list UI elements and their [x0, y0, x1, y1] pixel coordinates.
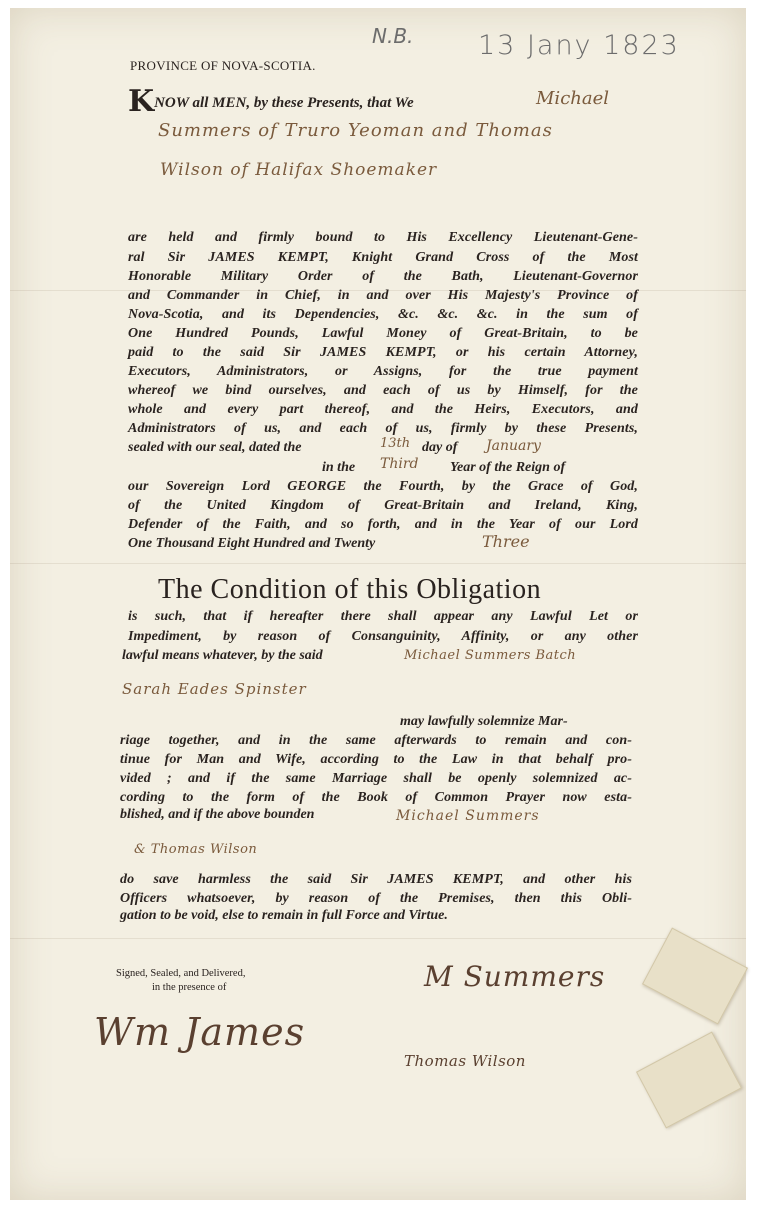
reign-line: our Sovereign Lord GEORGE the Fourth, by the Grace of God, [128, 479, 638, 494]
second-signature: Thomas Wilson [404, 1052, 526, 1070]
handwritten-bounden-1: Michael Summers [396, 808, 540, 824]
reign-suffix: Year of the Reign of [450, 460, 566, 475]
bond-line: are held and firmly bound to His Excellency Lieutenant-Gene- [128, 230, 638, 245]
bond-line: paid to the said Sir JAMES KEMPT, or his certain Attorney, [128, 345, 638, 360]
reign-line: Defender of the Faith, and so forth, and in the Year of our Lord [128, 517, 638, 532]
save-line: gation to be void, else to remain in full Force and Virtue. [120, 908, 448, 923]
condition-line: Impediment, by reason of Consanguinity, Affinity, or any other [128, 629, 638, 644]
witness-signature: Wm James [94, 1010, 306, 1054]
handwritten-reign-year: Third [380, 456, 419, 472]
bond-line: One Hundred Pounds, Lawful Money of Great-Britain, to be [128, 326, 638, 341]
lawful-prefix: lawful means whatever, by the said [122, 648, 323, 663]
handwritten-month: January [486, 438, 541, 454]
handwritten-name-3: Wilson of Halifax Shoemaker [160, 160, 438, 180]
handwritten-party-a: Michael Summers Batch [404, 648, 577, 663]
fold-line [10, 938, 746, 939]
bond-line: whereof we bind ourselves, and each of us by Himself, for the [128, 383, 638, 398]
bond-line: Honorable Military Order of the Bath, Lieutenant-Governor [128, 269, 638, 284]
sealed-prefix: sealed with our seal, dated the [128, 440, 302, 455]
save-line: do save harmless the said Sir JAMES KEMPT, and other his [120, 872, 632, 887]
bounden-prefix: blished, and if the above bounden [120, 807, 315, 822]
handwritten-bounden-2: & Thomas Wilson [134, 842, 258, 857]
date-annotation: 13 Jany 1823 [478, 30, 680, 61]
drop-cap: K [128, 84, 155, 119]
marriage-line: tinue for Man and Wife, according to the Law in that behalf pro- [120, 752, 632, 767]
bond-line: Nova-Scotia, and its Dependencies, &c. &c. &c. in the sum of [128, 307, 638, 322]
nb-annotation: N.B. [372, 24, 414, 48]
handwritten-year: Three [482, 532, 530, 551]
in-the-text: in the [322, 460, 356, 475]
handwritten-name-1: Michael [536, 88, 610, 109]
handwritten-name-2: Summers of Truro Yeoman and Thomas [158, 120, 553, 141]
signed-sealed-label: Signed, Sealed, and Delivered, [116, 968, 246, 979]
marriage-line: riage together, and in the same afterwards to remain and con- [120, 733, 632, 748]
condition-title: The Condition of this Obligation [158, 574, 542, 605]
bond-line: and Commander in Chief, in and over His Majesty's Province of [128, 288, 638, 303]
bond-line: ral Sir JAMES KEMPT, Knight Grand Cross of the Most [128, 250, 638, 265]
bond-line: whole and every part thereof, and the Heirs, Executors, and [128, 402, 638, 417]
first-signature: M Summers [424, 960, 606, 993]
condition-line: is such, that if hereafter there shall appear any Lawful Let or [128, 609, 638, 624]
presence-label: in the presence of [152, 982, 227, 993]
province-heading: PROVINCE OF NOVA-SCOTIA. [130, 58, 316, 73]
year-prefix: One Thousand Eight Hundred and Twenty [128, 536, 376, 551]
handwritten-day: 13th [380, 436, 411, 451]
marriage-line: vided ; and if the same Marriage shall be openly solemnized ac- [120, 771, 632, 786]
save-line: Officers whatsoever, by reason of the Premises, then this Obli- [120, 891, 632, 906]
reign-line: of the United Kingdom of Great-Britain and Ireland, King, [128, 498, 638, 513]
fold-line [10, 563, 746, 564]
may-line: may lawfully solemnize Mar- [400, 714, 568, 729]
handwritten-party-b: Sarah Eades Spinster [122, 680, 307, 698]
marriage-line: cording to the form of the Book of Common Prayer now esta- [120, 790, 632, 805]
opening-line [128, 84, 414, 119]
bond-line: Administrators of us, and each of us, firmly by these Presents, [128, 421, 638, 436]
bond-line: Executors, Administrators, or Assigns, for the true payment [128, 364, 638, 379]
day-of-text: day of [422, 440, 458, 455]
opening-text: NOW all MEN, by these Presents, that We [154, 95, 414, 111]
